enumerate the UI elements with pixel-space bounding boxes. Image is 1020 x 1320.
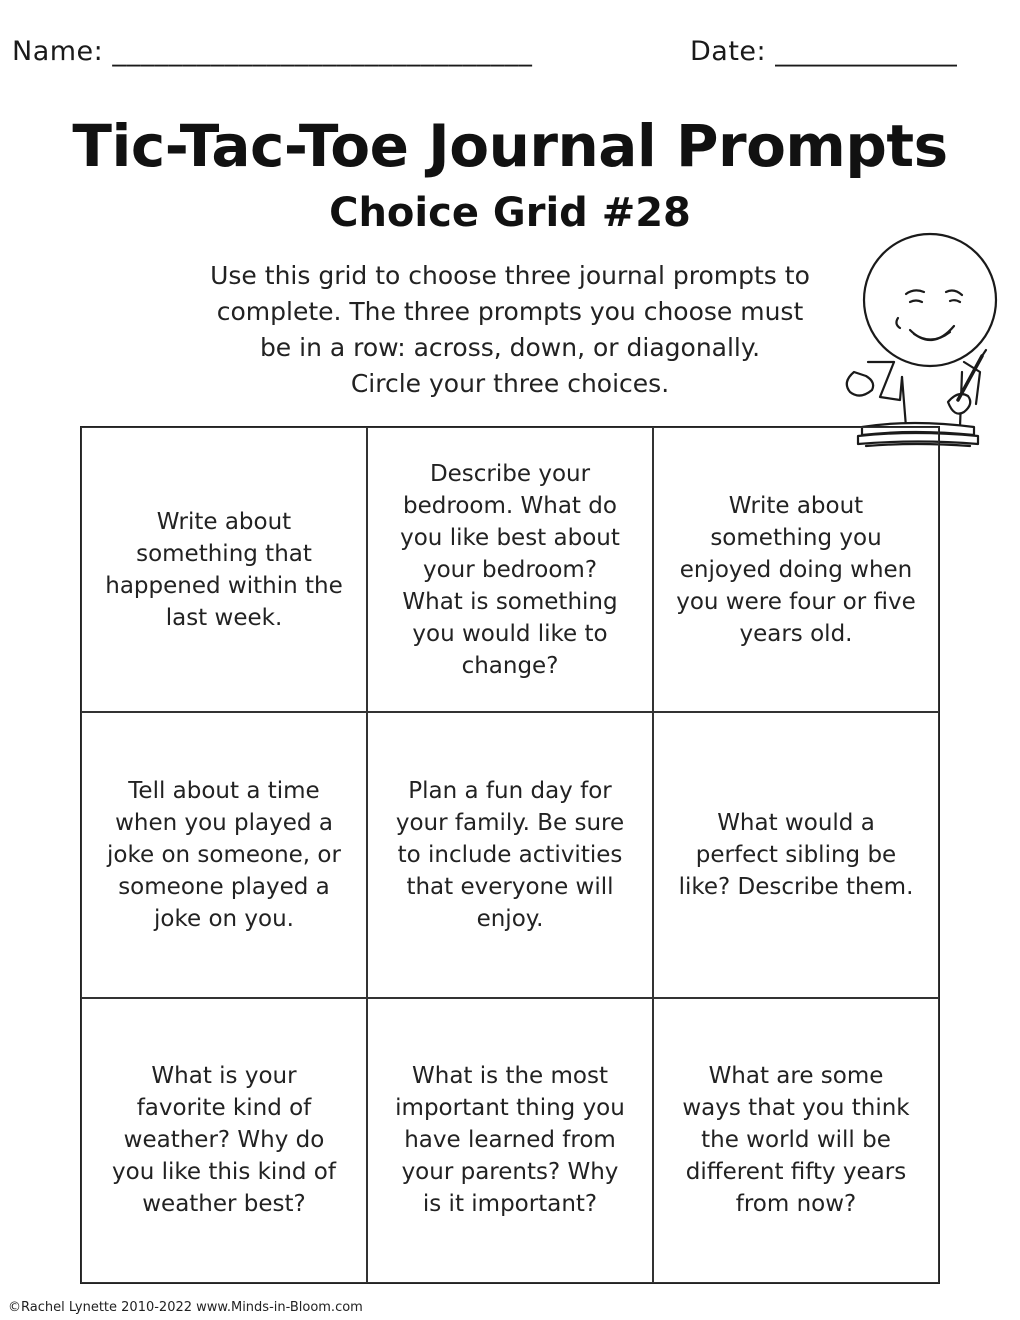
grid-cell-prompt: What are some ways that you think the world will be different fifty years from now?: [682, 1063, 910, 1218]
page-title: Tic-Tac-Toe Journal Prompts: [72, 112, 948, 180]
grid-cell[interactable]: [81, 427, 367, 712]
grid-cell[interactable]: [367, 427, 653, 712]
grid-cell-prompt: Write about something that happened within the last week.: [105, 508, 343, 631]
copyright-footer: ©Rachel Lynette 2010-2022 www.Minds-in-Bloom.com: [8, 1300, 363, 1315]
grid-cell[interactable]: [653, 712, 939, 997]
date-field-line: Date: _____________: [690, 36, 958, 67]
grid-cell-prompt: Describe your bedroom. What do you like best about your bedroom? What is something you would like to change?: [400, 460, 620, 679]
grid-cell[interactable]: [367, 712, 653, 997]
grid-cell[interactable]: [653, 427, 939, 712]
grid-cell[interactable]: [367, 998, 653, 1283]
instructions-line: be in a row: across, down, or diagonally.: [259, 333, 761, 362]
grid-cell-prompt: What would a perfect sibling be like? Describe them.: [678, 809, 914, 900]
grid-cell-prompt: Tell about a time when you played a joke on someone, or someone played a joke on you.: [107, 777, 341, 932]
grid-cell-prompt: What is your favorite kind of weather? Why do you like this kind of weather best?: [112, 1063, 336, 1218]
smiling-writing-character-icon: [840, 222, 1020, 452]
grid-cell[interactable]: [81, 998, 367, 1283]
page-subtitle: Choice Grid #28: [329, 190, 691, 236]
instructions-line: Use this grid to choose three journal prompts to: [210, 261, 810, 290]
grid-cell-prompt: Write about something you enjoyed doing when you were four or five years old.: [676, 492, 916, 647]
instructions-line: Circle your three choices.: [350, 369, 670, 398]
instructions: [160, 258, 860, 402]
instructions-line: complete. The three prompts you choose must: [216, 297, 804, 326]
name-field-line: Name: ______________________________: [12, 36, 533, 67]
choice-grid: [80, 426, 940, 1284]
grid-cell[interactable]: [81, 712, 367, 997]
grid-cell-prompt: What is the most important thing you have learned from your parents? Why is it important?: [395, 1063, 625, 1218]
grid-cell[interactable]: [653, 998, 939, 1283]
grid-cell-prompt: Plan a fun day for your family. Be sure to include activities that everyone will enjoy.: [395, 777, 625, 932]
